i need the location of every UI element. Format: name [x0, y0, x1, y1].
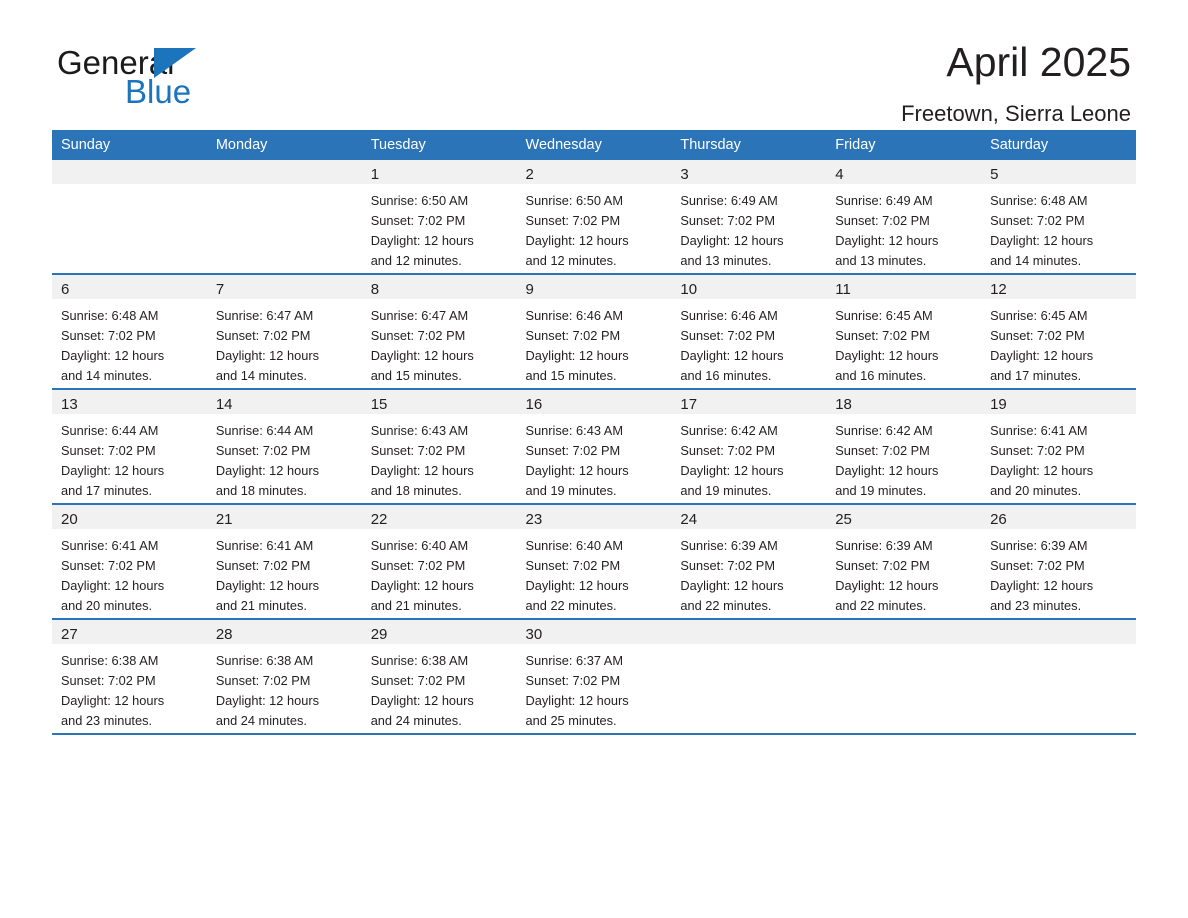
calendar-day-cell[interactable] [826, 274, 981, 389]
day-detail-line: Sunrise: 6:40 AM [370, 538, 469, 553]
day-detail-line: Sunrise: 6:44 AM [215, 423, 314, 438]
logo-triangle-icon [154, 48, 196, 78]
day-detail-line: Daylight: 12 hours [835, 578, 939, 593]
day-details [362, 529, 517, 616]
day-detail-line: Sunset: 7:02 PM [61, 443, 156, 458]
day-detail-line: Sunrise: 6:38 AM [215, 653, 314, 668]
weekday-header-monday: Monday [207, 130, 362, 160]
day-detail-line: and 19 minutes. [835, 483, 927, 498]
day-number [826, 620, 981, 644]
day-detail-line: Sunset: 7:02 PM [680, 443, 775, 458]
day-detail-line: Sunrise: 6:39 AM [680, 538, 778, 553]
day-details [981, 184, 1136, 271]
day-detail-line: Sunset: 7:02 PM [990, 213, 1085, 228]
day-detail-line: Daylight: 12 hours [680, 463, 784, 478]
day-detail-line: Daylight: 12 hours [370, 463, 474, 478]
day-number: 11 [826, 275, 981, 299]
day-detail-line: Daylight: 12 hours [61, 463, 165, 478]
day-detail-line: Daylight: 12 hours [370, 348, 474, 363]
day-number: 30 [517, 620, 672, 644]
day-detail-line: Sunrise: 6:41 AM [61, 538, 159, 553]
day-detail-line: Sunset: 7:02 PM [215, 443, 311, 458]
day-detail-line: Daylight: 12 hours [525, 233, 629, 248]
day-details [671, 529, 826, 616]
day-detail-line: Daylight: 12 hours [370, 578, 474, 593]
calendar-week-row [52, 160, 1136, 274]
day-number: 21 [207, 505, 362, 529]
day-details [52, 644, 207, 731]
day-detail-line: Sunrise: 6:48 AM [990, 193, 1088, 208]
day-detail-line: Sunrise: 6:45 AM [835, 308, 933, 323]
day-number [671, 620, 826, 644]
calendar-day-cell[interactable] [362, 160, 517, 274]
day-detail-line: Sunset: 7:02 PM [370, 673, 466, 688]
day-details [826, 529, 981, 616]
day-details [981, 644, 1136, 651]
day-details [826, 184, 981, 271]
calendar-day-cell[interactable] [362, 274, 517, 389]
day-detail-line: Sunrise: 6:41 AM [215, 538, 314, 553]
calendar-day-cell[interactable] [517, 619, 672, 734]
day-detail-line: and 19 minutes. [525, 483, 617, 498]
day-details [981, 529, 1136, 616]
day-number: 22 [362, 505, 517, 529]
weekday-header-row [52, 130, 1136, 160]
day-detail-line: Sunrise: 6:39 AM [990, 538, 1088, 553]
day-detail-line: and 22 minutes. [835, 598, 927, 613]
day-number: 8 [362, 275, 517, 299]
day-detail-line: Daylight: 12 hours [680, 348, 784, 363]
day-detail-line: Sunset: 7:02 PM [835, 328, 930, 343]
calendar-empty-cell [826, 619, 981, 734]
day-detail-line: Sunset: 7:02 PM [990, 328, 1085, 343]
day-number: 4 [826, 160, 981, 184]
calendar-day-cell[interactable] [671, 274, 826, 389]
day-detail-line: and 21 minutes. [370, 598, 462, 613]
calendar-day-cell[interactable] [52, 389, 207, 504]
calendar-day-cell[interactable] [826, 160, 981, 274]
day-detail-line: Sunset: 7:02 PM [835, 213, 930, 228]
day-detail-line: Sunset: 7:02 PM [61, 328, 156, 343]
day-detail-line: and 20 minutes. [990, 483, 1082, 498]
day-detail-line: Sunrise: 6:39 AM [835, 538, 933, 553]
calendar-day-cell[interactable] [207, 619, 362, 734]
day-number: 9 [517, 275, 672, 299]
calendar-day-cell[interactable] [981, 504, 1136, 619]
day-detail-line: Daylight: 12 hours [215, 348, 319, 363]
day-detail-line: Sunrise: 6:38 AM [61, 653, 159, 668]
page-subtitle: Freetown, Sierra Leone [901, 101, 1131, 127]
day-detail-line: Sunset: 7:02 PM [525, 673, 621, 688]
day-detail-line: Daylight: 12 hours [525, 348, 629, 363]
day-detail-line: Sunset: 7:02 PM [525, 558, 621, 573]
day-number: 3 [671, 160, 826, 184]
day-number [981, 620, 1136, 644]
calendar-day-cell[interactable] [671, 504, 826, 619]
day-details [362, 299, 517, 386]
day-detail-line: Sunrise: 6:42 AM [835, 423, 933, 438]
day-detail-line: Sunset: 7:02 PM [61, 673, 156, 688]
weekday-header-sunday: Sunday [52, 130, 207, 160]
day-detail-line: and 13 minutes. [680, 253, 772, 268]
calendar-day-cell[interactable] [207, 274, 362, 389]
day-detail-line: Sunrise: 6:46 AM [680, 308, 778, 323]
day-detail-line: Daylight: 12 hours [990, 233, 1094, 248]
day-detail-line: Sunset: 7:02 PM [835, 443, 930, 458]
day-number: 18 [826, 390, 981, 414]
general-blue-logo [57, 46, 317, 116]
day-details [826, 644, 981, 651]
day-details [517, 644, 672, 731]
day-detail-line: and 15 minutes. [370, 368, 462, 383]
day-detail-line: Sunrise: 6:48 AM [61, 308, 159, 323]
day-detail-line: Daylight: 12 hours [835, 233, 939, 248]
day-details [517, 299, 672, 386]
calendar-day-cell[interactable] [362, 619, 517, 734]
day-details [671, 299, 826, 386]
calendar-week-row [52, 619, 1136, 734]
calendar-day-cell[interactable] [207, 504, 362, 619]
calendar-empty-cell [52, 160, 207, 274]
day-detail-line: Daylight: 12 hours [370, 693, 474, 708]
day-details [207, 414, 362, 501]
calendar-day-cell[interactable] [52, 504, 207, 619]
day-detail-line: and 14 minutes. [215, 368, 307, 383]
day-detail-line: and 18 minutes. [215, 483, 307, 498]
day-detail-line: Sunset: 7:02 PM [525, 213, 621, 228]
day-detail-line: Sunset: 7:02 PM [835, 558, 930, 573]
day-detail-line: and 22 minutes. [525, 598, 617, 613]
calendar-week-row [52, 504, 1136, 619]
day-detail-line: Sunset: 7:02 PM [370, 328, 466, 343]
day-detail-line: and 21 minutes. [215, 598, 307, 613]
day-number: 14 [207, 390, 362, 414]
calendar-day-cell[interactable] [826, 504, 981, 619]
day-detail-line: Daylight: 12 hours [680, 233, 784, 248]
day-details [517, 184, 672, 271]
day-detail-line: Sunrise: 6:49 AM [680, 193, 778, 208]
day-detail-line: and 20 minutes. [61, 598, 153, 613]
day-details [207, 299, 362, 386]
calendar-day-cell[interactable] [671, 389, 826, 504]
day-number: 24 [671, 505, 826, 529]
calendar-empty-cell [671, 619, 826, 734]
day-number: 13 [52, 390, 207, 414]
day-number: 28 [207, 620, 362, 644]
day-detail-line: Daylight: 12 hours [215, 463, 319, 478]
title-block [901, 40, 1131, 127]
day-number: 6 [52, 275, 207, 299]
day-detail-line: Sunset: 7:02 PM [370, 558, 466, 573]
day-detail-line: Sunrise: 6:46 AM [525, 308, 623, 323]
calendar-empty-cell [981, 619, 1136, 734]
day-number [207, 160, 362, 184]
day-number: 19 [981, 390, 1136, 414]
calendar-day-cell[interactable] [981, 160, 1136, 274]
day-detail-line: Sunset: 7:02 PM [370, 443, 466, 458]
page-header [52, 0, 1136, 127]
day-detail-line: and 12 minutes. [525, 253, 617, 268]
day-detail-line: Sunrise: 6:41 AM [990, 423, 1088, 438]
day-detail-line: and 17 minutes. [61, 483, 153, 498]
day-detail-line: and 14 minutes. [61, 368, 153, 383]
day-detail-line: Sunset: 7:02 PM [61, 558, 156, 573]
day-number: 16 [517, 390, 672, 414]
day-detail-line: Sunset: 7:02 PM [215, 673, 311, 688]
calendar-day-cell[interactable] [362, 389, 517, 504]
day-detail-line: Sunrise: 6:37 AM [525, 653, 623, 668]
day-detail-line: and 23 minutes. [61, 713, 153, 728]
weekday-header-thursday: Thursday [671, 130, 826, 160]
calendar-day-cell[interactable] [517, 274, 672, 389]
day-detail-line: Daylight: 12 hours [990, 463, 1094, 478]
day-detail-line: Sunset: 7:02 PM [525, 328, 621, 343]
day-detail-line: Daylight: 12 hours [61, 693, 165, 708]
day-details [981, 299, 1136, 386]
calendar-week-row [52, 389, 1136, 504]
calendar-day-cell[interactable] [826, 389, 981, 504]
day-detail-line: Sunrise: 6:45 AM [990, 308, 1088, 323]
day-details [207, 644, 362, 731]
day-detail-line: Daylight: 12 hours [61, 578, 165, 593]
day-number: 27 [52, 620, 207, 644]
calendar-day-cell[interactable] [207, 389, 362, 504]
day-detail-line: Daylight: 12 hours [835, 463, 939, 478]
calendar-day-cell[interactable] [517, 504, 672, 619]
day-number: 10 [671, 275, 826, 299]
day-detail-line: Sunset: 7:02 PM [215, 558, 311, 573]
calendar-day-cell[interactable] [981, 274, 1136, 389]
day-detail-line: and 17 minutes. [990, 368, 1082, 383]
day-detail-line: Daylight: 12 hours [990, 578, 1094, 593]
day-detail-line: Daylight: 12 hours [525, 463, 629, 478]
day-detail-line: Sunset: 7:02 PM [525, 443, 621, 458]
day-number: 23 [517, 505, 672, 529]
day-number: 7 [207, 275, 362, 299]
calendar-week-row [52, 274, 1136, 389]
day-detail-line: Daylight: 12 hours [525, 693, 629, 708]
day-detail-line: Sunset: 7:02 PM [990, 558, 1085, 573]
day-detail-line: Sunset: 7:02 PM [370, 213, 466, 228]
day-number: 25 [826, 505, 981, 529]
day-number: 1 [362, 160, 517, 184]
day-details [671, 184, 826, 271]
calendar-day-cell[interactable] [52, 274, 207, 389]
day-detail-line: Sunset: 7:02 PM [680, 328, 775, 343]
calendar-day-cell[interactable] [517, 160, 672, 274]
logo-text-general: General [57, 44, 175, 81]
day-details [52, 184, 207, 191]
day-detail-line: and 18 minutes. [370, 483, 462, 498]
day-number: 26 [981, 505, 1136, 529]
day-detail-line: and 16 minutes. [680, 368, 772, 383]
day-detail-line: and 22 minutes. [680, 598, 772, 613]
day-details [207, 184, 362, 191]
calendar-day-cell[interactable] [981, 389, 1136, 504]
calendar-day-cell[interactable] [671, 160, 826, 274]
day-detail-line: and 23 minutes. [990, 598, 1082, 613]
day-number: 15 [362, 390, 517, 414]
calendar-day-cell[interactable] [52, 619, 207, 734]
day-details [826, 299, 981, 386]
page-title: April 2025 [946, 39, 1131, 85]
day-details [671, 414, 826, 501]
day-detail-line: Sunrise: 6:42 AM [680, 423, 778, 438]
day-details [826, 414, 981, 501]
day-detail-line: and 19 minutes. [680, 483, 772, 498]
day-details [517, 414, 672, 501]
weekday-header-friday: Friday [826, 130, 981, 160]
day-detail-line: Sunrise: 6:47 AM [215, 308, 314, 323]
day-number: 17 [671, 390, 826, 414]
day-details [52, 529, 207, 616]
day-detail-line: Daylight: 12 hours [525, 578, 629, 593]
day-number [52, 160, 207, 184]
day-detail-line: Sunset: 7:02 PM [215, 328, 311, 343]
day-detail-line: Sunrise: 6:38 AM [370, 653, 469, 668]
day-detail-line: Daylight: 12 hours [215, 578, 319, 593]
day-number: 5 [981, 160, 1136, 184]
day-detail-line: Daylight: 12 hours [370, 233, 474, 248]
day-detail-line: Sunrise: 6:43 AM [370, 423, 469, 438]
day-detail-line: Sunset: 7:02 PM [680, 558, 775, 573]
weekday-header-wednesday: Wednesday [517, 130, 672, 160]
day-detail-line: Daylight: 12 hours [990, 348, 1094, 363]
day-detail-line: Sunrise: 6:50 AM [525, 193, 623, 208]
day-details [207, 529, 362, 616]
day-detail-line: and 14 minutes. [990, 253, 1082, 268]
day-number: 2 [517, 160, 672, 184]
weekday-header-saturday: Saturday [981, 130, 1136, 160]
logo-text-blue: Blue [125, 73, 192, 110]
day-detail-line: Sunrise: 6:49 AM [835, 193, 933, 208]
weekday-header-tuesday: Tuesday [362, 130, 517, 160]
day-details [362, 184, 517, 271]
day-detail-line: Sunrise: 6:44 AM [61, 423, 159, 438]
day-detail-line: and 13 minutes. [835, 253, 927, 268]
day-details [52, 414, 207, 501]
day-detail-line: and 25 minutes. [525, 713, 617, 728]
day-details [362, 414, 517, 501]
calendar-day-cell[interactable] [362, 504, 517, 619]
day-details [52, 299, 207, 386]
calendar-body [52, 160, 1136, 734]
day-details [981, 414, 1136, 501]
day-detail-line: and 24 minutes. [370, 713, 462, 728]
day-details [671, 644, 826, 651]
day-number: 12 [981, 275, 1136, 299]
day-number: 29 [362, 620, 517, 644]
day-details [517, 529, 672, 616]
calendar-empty-cell [207, 160, 362, 274]
day-number: 20 [52, 505, 207, 529]
day-detail-line: Daylight: 12 hours [680, 578, 784, 593]
day-detail-line: and 16 minutes. [835, 368, 927, 383]
calendar-day-cell[interactable] [517, 389, 672, 504]
day-detail-line: Sunrise: 6:50 AM [370, 193, 469, 208]
day-detail-line: and 12 minutes. [370, 253, 462, 268]
day-detail-line: Daylight: 12 hours [61, 348, 165, 363]
day-detail-line: and 24 minutes. [215, 713, 307, 728]
day-detail-line: Sunset: 7:02 PM [680, 213, 775, 228]
day-detail-line: Sunrise: 6:40 AM [525, 538, 623, 553]
calendar-table [52, 130, 1136, 735]
day-detail-line: Sunrise: 6:43 AM [525, 423, 623, 438]
day-details [362, 644, 517, 731]
day-detail-line: and 15 minutes. [525, 368, 617, 383]
day-detail-line: Sunrise: 6:47 AM [370, 308, 469, 323]
day-detail-line: Daylight: 12 hours [215, 693, 319, 708]
day-detail-line: Sunset: 7:02 PM [990, 443, 1085, 458]
day-detail-line: Daylight: 12 hours [835, 348, 939, 363]
